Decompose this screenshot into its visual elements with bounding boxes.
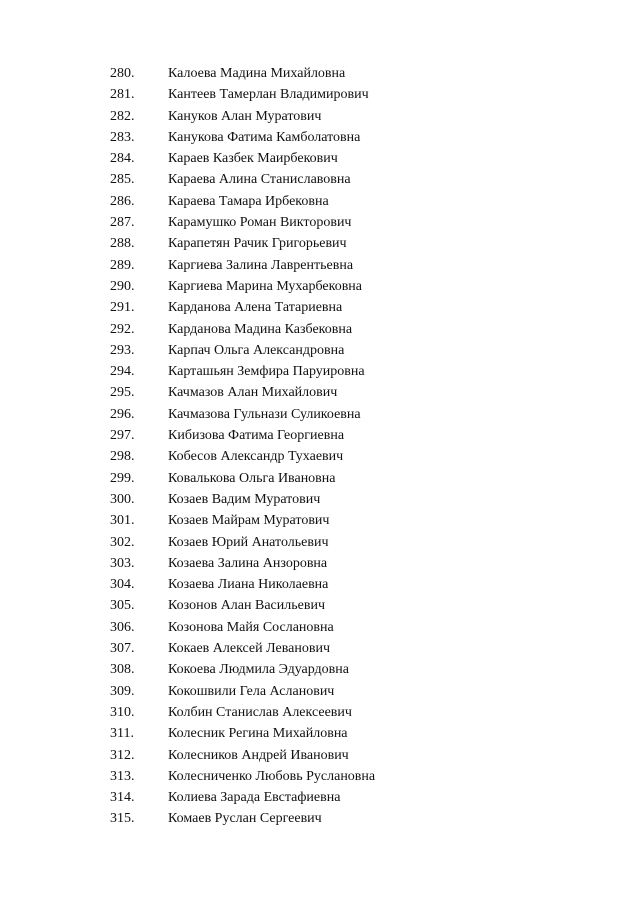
entry-name: Карташьян Земфира Паруировна [168, 364, 365, 380]
entry-number: 307. [110, 641, 135, 657]
entry-number: 287. [110, 215, 135, 231]
entry-name: Комаев Руслан Сергеевич [168, 811, 322, 827]
list-item [0, 595, 640, 616]
entry-number: 313. [110, 768, 135, 784]
entry-number: 290. [110, 278, 135, 294]
list-item [0, 808, 640, 829]
list-item [0, 255, 640, 276]
list-item [0, 574, 640, 595]
entry-name: Колесник Регина Михайловна [168, 726, 348, 742]
entry-number: 298. [110, 449, 135, 465]
list-item [0, 106, 640, 127]
entry-number: 281. [110, 87, 135, 103]
entry-number: 303. [110, 555, 135, 571]
entry-number: 297. [110, 428, 135, 444]
entry-name: Калоева Мадина Михайловна [168, 66, 346, 81]
entry-number: 284. [110, 151, 135, 167]
entry-name: Кокоева Людмила Эдуардовна [168, 662, 349, 678]
entry-number: 308. [110, 662, 135, 678]
list-item [0, 148, 640, 169]
entry-name: Каргиева Залина Лаврентьевна [168, 257, 354, 273]
entry-name: Караев Казбек Маирбекович [168, 151, 338, 167]
entry-name: Козонова Майя Сослановна [168, 619, 334, 635]
entry-number: 299. [110, 470, 135, 486]
list-item [0, 191, 640, 212]
list-item [0, 617, 640, 638]
entry-number: 302. [110, 534, 135, 550]
list-item [0, 84, 640, 105]
entry-number: 301. [110, 513, 135, 529]
entry-number: 295. [110, 385, 135, 401]
list-item [0, 169, 640, 190]
entry-name: Караева Алина Станиславовна [168, 172, 351, 188]
entry-name: Козаева Залина Анзоровна [168, 555, 328, 571]
entry-number: 280. [110, 66, 135, 81]
list-item [0, 532, 640, 553]
list-item [0, 425, 640, 446]
list-item [0, 404, 640, 425]
list-item [0, 702, 640, 723]
list-item [0, 510, 640, 531]
entry-name: Козаев Майрам Муратович [168, 513, 330, 529]
list-item [0, 297, 640, 318]
entry-name: Карапетян Рачик Григорьевич [168, 236, 347, 252]
entry-number: 309. [110, 683, 135, 699]
numbered-name-list [0, 63, 640, 830]
list-item [0, 382, 640, 403]
entry-name: Караева Тамара Ирбековна [168, 193, 329, 209]
entry-name: Кокаев Алексей Леванович [168, 641, 331, 657]
entry-name: Колесников Андрей Иванович [168, 747, 349, 763]
entry-number: 311. [110, 726, 134, 742]
list-item [0, 446, 640, 467]
entry-name: Кантеев Тамерлан Владимирович [168, 87, 369, 103]
entry-name: Кобесов Александр Тухаевич [168, 449, 344, 465]
list-item [0, 681, 640, 702]
list-item [0, 787, 640, 808]
entry-name: Козаева Лиана Николаевна [168, 577, 329, 593]
list-item [0, 659, 640, 680]
entry-number: 310. [110, 704, 135, 720]
entry-name: Козонов Алан Васильевич [168, 598, 325, 614]
entry-name: Колесниченко Любовь Руслановна [168, 768, 376, 784]
list-item [0, 745, 640, 766]
list-item [0, 63, 640, 84]
entry-name: Карданова Алена Татариевна [168, 300, 343, 316]
entry-number: 315. [110, 811, 135, 827]
list-item [0, 276, 640, 297]
entry-number: 291. [110, 300, 135, 316]
entry-name: Канукова Фатима Камболатовна [168, 129, 361, 145]
entry-name: Карпач Ольга Александровна [168, 342, 345, 358]
entry-number: 306. [110, 619, 135, 635]
entry-number: 294. [110, 364, 135, 380]
entry-name: Каргиева Марина Мухарбековна [168, 278, 363, 294]
entry-number: 282. [110, 108, 135, 124]
list-item [0, 233, 640, 254]
entry-name: Кибизова Фатима Георгиевна [168, 428, 345, 444]
entry-name: Кокошвили Гела Асланович [168, 683, 335, 699]
entry-number: 304. [110, 577, 135, 593]
entry-name: Карамушко Роман Викторович [168, 215, 352, 231]
entry-name: Кануков Алан Муратович [168, 108, 322, 124]
entry-name: Колиева Зарада Евстафиевна [168, 790, 341, 806]
entry-number: 289. [110, 257, 135, 273]
list-item [0, 766, 640, 787]
list-item [0, 638, 640, 659]
list-item [0, 723, 640, 744]
entry-name: Качмазов Алан Михайлович [168, 385, 338, 401]
entry-number: 292. [110, 321, 135, 337]
entry-name: Козаев Юрий Анатольевич [168, 534, 329, 550]
list-item [0, 489, 640, 510]
entry-number: 283. [110, 129, 135, 145]
list-item [0, 319, 640, 340]
entry-name: Ковалькова Ольга Ивановна [168, 470, 336, 486]
entry-number: 314. [110, 790, 135, 806]
entry-number: 305. [110, 598, 135, 614]
list-item [0, 361, 640, 382]
entry-name: Карданова Мадина Казбековна [168, 321, 353, 337]
entry-number: 296. [110, 406, 135, 422]
list-item [0, 212, 640, 233]
entry-number: 285. [110, 172, 135, 188]
entry-number: 293. [110, 342, 135, 358]
entry-number: 300. [110, 491, 135, 507]
entry-name: Козаев Вадим Муратович [168, 491, 321, 507]
list-item [0, 553, 640, 574]
list-item [0, 468, 640, 489]
entry-number: 286. [110, 193, 135, 209]
list-item [0, 127, 640, 148]
entry-number: 288. [110, 236, 135, 252]
entry-number: 312. [110, 747, 135, 763]
list-item [0, 340, 640, 361]
entry-name: Качмазова Гульнази Суликоевна [168, 406, 361, 422]
entry-name: Колбин Станислав Алексеевич [168, 704, 352, 720]
